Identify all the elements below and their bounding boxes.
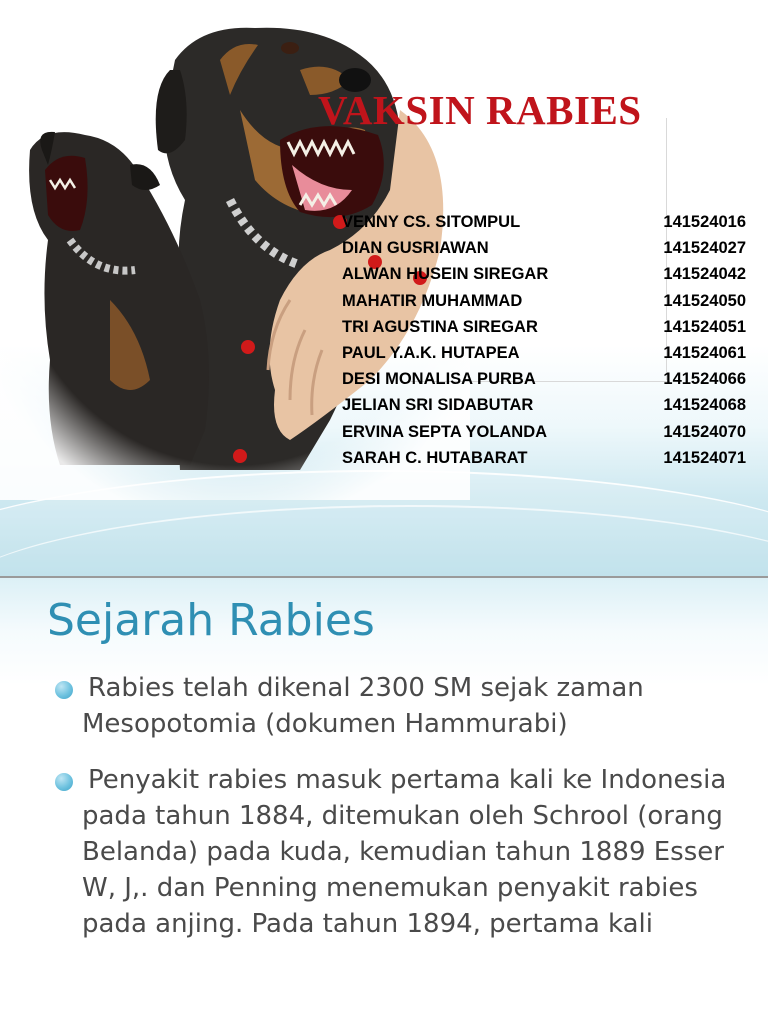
member-row — [342, 392, 746, 418]
member-row — [342, 314, 746, 340]
member-nim: 141524027 — [663, 239, 746, 258]
member-nim: 141524016 — [663, 213, 746, 231]
member-name: SARAH C. HUTABARAT — [342, 448, 528, 467]
bullet-text: Rabies telah dikenal 2300 SM sejak zaman Mesopotomia (dokumen Hammurabi) — [82, 673, 644, 739]
member-nim: 141524042 — [663, 265, 746, 284]
slide-heading: Sejarah Rabies — [47, 595, 375, 646]
member-nim: 141524061 — [663, 343, 746, 362]
member-row — [342, 340, 746, 366]
member-name: ALWAN HUSEIN SIREGAR — [342, 265, 549, 284]
member-nim: 141524051 — [663, 317, 746, 336]
member-row — [342, 209, 746, 235]
member-nim: 141524070 — [663, 422, 746, 441]
member-row — [342, 235, 746, 261]
member-name: PAUL Y.A.K. HUTAPEA — [342, 343, 520, 362]
member-name: ERVINA SEPTA YOLANDA — [342, 422, 548, 441]
bullet-text: Penyakit rabies masuk pertama kali ke Indonesia pada tahun 1884, ditemukan oleh Schrool (orang Belanda) pada kuda, kemudian tahun 1889 Esser W, J,. dan Penning menemukan penyakit rabies pada anjing. Pada tahun 1894, pertama kali — [82, 765, 727, 939]
member-nim: 141524068 — [663, 396, 746, 415]
member-nim: 141524066 — [663, 370, 746, 389]
member-name: DESI MONALISA PURBA — [342, 370, 536, 389]
slide-title: VAKSIN RABIES — [318, 87, 642, 133]
member-name: VENNY CS. SITOMPUL — [342, 213, 521, 231]
member-nim: 141524050 — [663, 291, 746, 310]
member-row — [342, 419, 746, 445]
content-slide — [0, 578, 768, 1024]
member-row — [342, 288, 746, 314]
member-name: TRI AGUSTINA SIREGAR — [342, 317, 538, 336]
member-row — [342, 261, 746, 287]
member-nim: 141524071 — [663, 448, 746, 467]
member-name: JELIAN SRI SIDABUTAR — [342, 396, 534, 415]
member-row — [342, 366, 746, 392]
member-list — [342, 209, 746, 471]
bullet-dot-icon — [55, 773, 73, 791]
bullet-item — [0, 670, 768, 742]
bullet-dot-icon — [55, 681, 73, 699]
member-row — [342, 445, 746, 471]
bullet-item — [0, 762, 768, 942]
member-name: MAHATIR MUHAMMAD — [342, 291, 523, 310]
bullet-list — [0, 670, 768, 962]
member-name: DIAN GUSRIAWAN — [342, 239, 489, 258]
